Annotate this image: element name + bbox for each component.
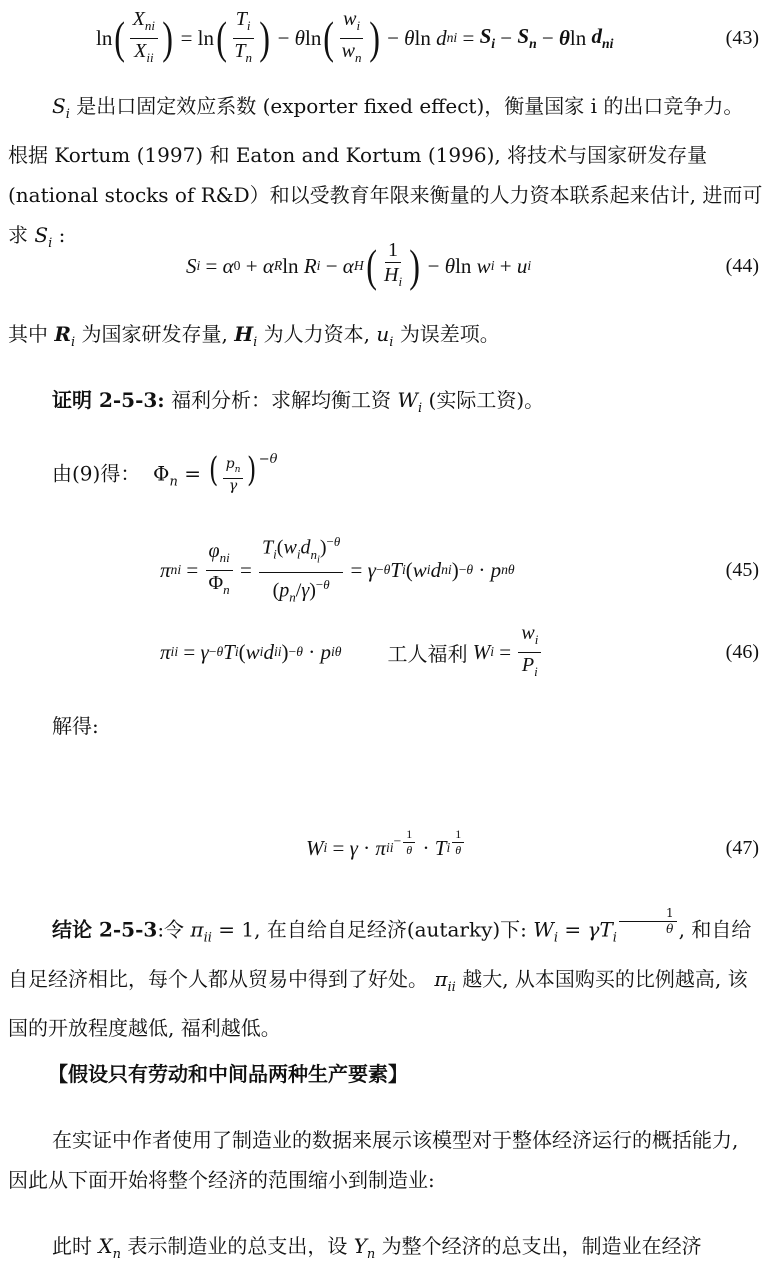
- paragraph-si-text: 是出口固定效应系数 (exporter fixed effect)，衡量国家 i 的出口竞争力。根据 Kortum (1997) 和 Eaton and Kortum (1996), 将技术与国家研发存量 (national stocks of R&D）和以受教育年限来衡量的人力资本联系起来估计, 进而可求: [8, 94, 763, 247]
- conclusion-text-2: , 在自给自足经济(autarky)下:: [254, 917, 527, 942]
- equation-43-body: ln ( $\frac{X_{ni}}{X_{ii}}$ ) = ln ( $\frac{T_i}{T_n}$ ) − θ ln ( $\frac{w_i}{w_n}$ ) − θ ln d ni = $S_i$ − $S_n$ − θ ln $d_{ni}$: [96, 7, 614, 65]
- conclusion-label: 结论 2-5-3: [52, 917, 158, 942]
- paragraph-last: 此时 $X_n$ 表示制造业的总支出，设 $Y_n$ 为整个经济的总支出，制造业在经济: [52, 1234, 702, 1262]
- equation-number: (47): [725, 836, 759, 859]
- where-h-text: 为人力资本,: [263, 322, 371, 346]
- conclusion-text-3: , 和自给自足经济相比，每个人都从贸易中得到了好处。: [8, 917, 752, 991]
- where-r-text: 为国家研发存量,: [81, 322, 228, 346]
- where-prefix: 其中: [8, 322, 48, 346]
- paragraph-where: 其中 $R_i$ 为国家研发存量, $H_i$ 为人力资本, $u_i$ 为误差项。: [8, 322, 500, 350]
- welfare-label: 工人福利: [387, 641, 468, 666]
- section-heading: 【假设只有劳动和中间品两种生产要素】: [48, 1062, 408, 1086]
- solve-label: 解得:: [52, 714, 99, 738]
- equation-43: [0, 8, 771, 68]
- equation-45: [0, 534, 771, 605]
- conclusion-text-4: 越大, 从本国购买的比例越高, 该国的开放程度越低, 福利越低。: [8, 966, 748, 1040]
- proof-text: 福利分析：求解均衡工资: [171, 388, 392, 412]
- last-text-2: 表示制造业的总支出，设: [127, 1234, 348, 1258]
- paragraph-manufacturing: 在实证中作者使用了制造业的数据来展示该模型对于整体经济运行的概括能力, 因此从下面开始将整个经济的范围缩小到制造业:: [8, 1128, 739, 1192]
- equation-44-body: S i = α 0 + α R ln R i − α H ( $\frac{1}{H_i}$ ) − θ ln w i + u i: [186, 239, 532, 291]
- paragraph-si: $S_i$ 是出口固定效应系数 (exporter fixed effect)，衡量国家 i 的出口竞争力。根据 Kortum (1997) 和 Eaton and Kortum (1996), 将技术与国家研发存量 (national stocks of R&D）和以受教育年限来衡量的人力资本联系起来估计, 进而可求 $S_i$ :: [8, 94, 763, 251]
- equation-47: [0, 818, 771, 878]
- equation-44: [0, 236, 771, 296]
- proof-label: 证明 2-5-3:: [52, 388, 165, 412]
- last-text-3: 为整个经济的总支出，制造业在经济: [381, 1234, 702, 1258]
- equation-number: (44): [725, 254, 759, 277]
- equation-46: [0, 622, 771, 682]
- conclusion-text-1: :令: [157, 917, 185, 942]
- equation-46-body: π ii = γ −θ T i ( w i d ii ) −θ · p i θ 工人福利 W i = $\frac{w_i}{P_i}$: [160, 622, 543, 682]
- equation-number: (43): [725, 26, 759, 49]
- proof-line: 证明 2-5-3: 福利分析：求解均衡工资 $W_i$ (实际工资)。: [52, 388, 545, 416]
- equation-number: (45): [725, 558, 759, 581]
- equation-number: (46): [725, 640, 759, 663]
- where-u-text: 为误差项。: [399, 322, 500, 346]
- equation-45-body: π ni = $\frac{\varphi_{ni}}{\Phi_n}$ = $\frac{T_i(w_id_{n_i})^{-\theta}}{(p_n/\gamma)^{-\theta}}$ = γ −θ T i ( w i d ni ) −θ · p n θ: [160, 540, 515, 600]
- from9-line: 由(9)得： $\Phi_n$ = ( $\frac{p_n}{\gamma}$ ) $^{-\theta}$: [52, 449, 278, 494]
- last-text-1: 此时: [52, 1234, 92, 1258]
- conclusion-paragraph: 结论 2-5-3:令 $\pi_{ii} = 1$, 在自给自足经济(autarky)下: $W_i = \gamma T_i$ $^{\frac{1}{\theta}}$ , 和自给自足经济相比，每个人都从贸易中得到了好处。 $\pi_{ii}$ 越大, 从本国购买的比例越高, 该国的开放程度越低, 福利越低。: [8, 906, 752, 1040]
- proof-suffix: (实际工资)。: [428, 388, 545, 412]
- equation-47-body: W i = γ · π ii $^{- \frac{1}{\theta}}$ · T i $^{\frac{1}{\theta}}$: [306, 818, 466, 878]
- from9-label: 由(9)得：: [52, 461, 141, 486]
